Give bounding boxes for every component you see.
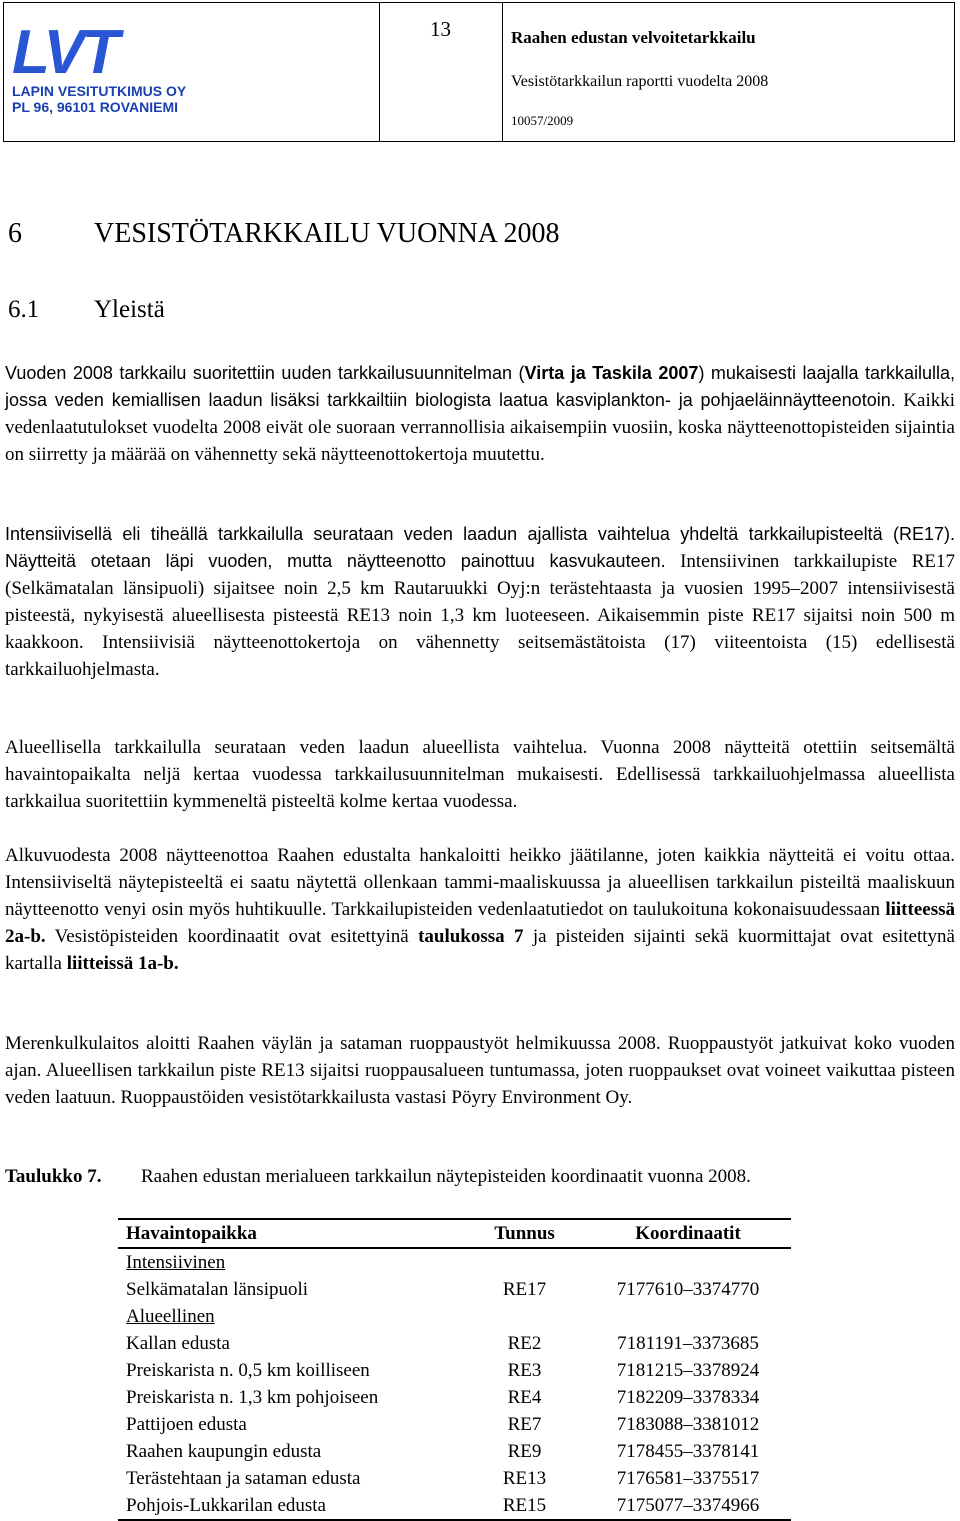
group-label-regional: Alueellinen — [126, 1306, 215, 1327]
p1-text-c: ) mukaisesti laajalla tarkkailulla, jossa veden kemiallisen laadun lisäksi tarkkailtiin biologista laatua kasviplankton- ja pohjaeläinnäytteenotoin. — [5, 363, 955, 410]
table-caption-text: Raahen edustan merialueen tarkkailun näytepisteiden koordinaatit vuonna 2008. — [141, 1166, 751, 1187]
cell-code: RE4 — [507, 1387, 542, 1408]
paragraph-intro — [5, 360, 955, 468]
p4-map-ref: liitteissä 1a-b. — [66, 953, 179, 974]
cell-coordinates: 7183088–3381012 — [616, 1414, 760, 1435]
col-header-coordinates: Koordinaatit — [635, 1223, 741, 1244]
header-title-cell — [503, 3, 954, 141]
cell-code: RE9 — [507, 1441, 542, 1462]
org-name: LAPIN VESITUTKIMUS OY — [12, 83, 187, 99]
page-number: 13 — [430, 17, 451, 41]
svg-text:LVT: LVT — [12, 21, 117, 77]
group-row-intensive — [118, 1248, 791, 1276]
cell-location: Preiskarista n. 0,5 km koilliseen — [126, 1360, 370, 1381]
cell-code: RE7 — [507, 1414, 542, 1435]
section-heading — [8, 218, 559, 250]
group-row-regional — [118, 1303, 791, 1330]
p4-appendix-ref: liitteessä 2a-b. — [5, 899, 955, 947]
table-row — [118, 1411, 791, 1438]
cell-location: Selkämatalan länsipuoli — [126, 1279, 309, 1300]
col-header-location: Havaintopaikka — [126, 1223, 257, 1244]
subsection-number: 6.1 — [8, 296, 40, 323]
report-subtitle: Vesistötarkkailun raportti vuodelta 2008 — [511, 73, 769, 90]
section-title: VESISTÖTARKKAILU VUONNA 2008 — [94, 218, 560, 249]
paragraph-intensive — [5, 521, 955, 683]
table-header-row — [118, 1219, 791, 1248]
p1-text-a: Vuoden 2008 tarkkailu suoritettiin uuden tarkkailusuunnitelman ( — [5, 363, 525, 383]
cell-coordinates: 7182209–3378334 — [616, 1387, 760, 1408]
p1-text-d: Kaikki vedenlaatutulokset vuodelta 2008 eivät ole suoraan verrannollisia aikaisempiin vuosiin, koska näytteenottopisteiden sijaintia on siirretty ja määrää on vähennetty sekä näytteenottokertoja muutettu. — [5, 390, 956, 465]
table-row — [118, 1357, 791, 1384]
table-row — [118, 1492, 791, 1520]
table-caption-label: Taulukko 7. — [5, 1166, 102, 1187]
cell-coordinates: 7177610–3374770 — [616, 1279, 760, 1300]
cell-location: Kallan edusta — [126, 1333, 230, 1354]
report-number: 10057/2009 — [511, 113, 574, 128]
page-header — [3, 2, 955, 142]
table-row — [118, 1438, 791, 1465]
table-row — [118, 1384, 791, 1411]
p2-text-a: Intensiivisellä eli tiheällä tarkkailulla seurataan veden laadun ajallista vaihtelua yhdeltä tarkkailupisteeltä (RE17). Näytteitä otetaan läpi vuoden, mutta näytteenotto painottuu kasvukauteen. — [5, 524, 955, 571]
cell-code: RE17 — [502, 1279, 547, 1300]
table-row — [118, 1330, 791, 1357]
paragraph-ice-conditions — [5, 842, 955, 977]
org-address — [12, 83, 186, 115]
table-row — [118, 1465, 791, 1492]
cell-location: Pohjois-Lukkarilan edusta — [126, 1495, 326, 1516]
cell-coordinates: 7176581–3375517 — [616, 1468, 760, 1489]
subsection-heading — [8, 296, 165, 324]
cell-coordinates: 7175077–3374966 — [616, 1495, 760, 1516]
cell-location: Terästehtaan ja sataman edusta — [126, 1468, 361, 1489]
p4-text-a: Alkuvuodesta 2008 näytteenottoa Raahen edustalta hankaloitti heikko jäätilanne, joten kaikkia näytteitä ei voitu ottaa. Intensiiviseltä näytepisteeltä ei saatu näytettä ollenkaan tammi-maaliskuussa ja alueellisen tarkkailun pisteiltä maaliskuun näytteenotto venyi osin myös huhtikuulle. Tarkkailupisteiden vedenlaatutiedot on taulukoituna kokonaisuudessaan — [5, 845, 955, 920]
cell-coordinates: 7181191–3373685 — [617, 1333, 759, 1354]
section-number: 6 — [8, 218, 22, 249]
p4-table-ref: taulukossa 7 — [418, 926, 524, 947]
cell-code: RE15 — [502, 1495, 547, 1516]
cell-location: Pattijoen edusta — [126, 1414, 247, 1435]
group-label-intensive: Intensiivinen — [126, 1252, 226, 1273]
cell-coordinates: 7178455–3378141 — [616, 1441, 760, 1462]
cell-code: RE3 — [507, 1360, 542, 1381]
subsection-title: Yleistä — [94, 296, 165, 323]
coordinates-table — [118, 1218, 791, 1521]
p1-reference: Virta ja Taskila 2007 — [524, 363, 699, 383]
cell-coordinates: 7181215–3378924 — [616, 1360, 760, 1381]
col-header-code: Tunnus — [494, 1223, 555, 1244]
cell-location: Raahen kaupungin edusta — [126, 1441, 322, 1462]
paragraph-dredging: Merenkulkulaitos aloitti Raahen väylän ja sataman ruoppaustyöt helmikuussa 2008. Ruoppaustyöt jatkuivat koko vuoden ajan. Alueellisen tarkkailun piste RE13 sijaitsi ruoppausalueen tuntumassa, joten ruoppaukset ovat voineet vaikuttaa pisteen veden laatuun. Ruoppaustöiden vesistötarkkailusta vastasi Pöyry Environment Oy. — [5, 1033, 955, 1108]
table-row — [118, 1276, 791, 1303]
p2-text-b: Intensiivinen tarkkailupiste RE17 (Selkämatalan länsipuoli) sijaitsee noin 2,5 km Rautaruukki Oyj:n terästehtaasta ja vuosien 1995–2007 intensiivisestä pisteestä, nykyisestä alueellisesta pisteestä RE13 noin 1,3 km luoteeseen. Aikaisemmin piste RE17 sijaitsi noin 500 m kaakkoon. Intensiivisiä näytteenottokertoja on vähennetty seitsemästätoista (17) viiteentoista (15) edellisestä tarkkailuohjelmasta. — [5, 551, 955, 680]
cell-code: RE2 — [507, 1333, 542, 1354]
header-org-cell — [4, 3, 380, 141]
p4-text-e: ja pisteiden sijainti sekä kuormittajat ovat esitettynä kartalla — [5, 926, 955, 974]
cell-code: RE13 — [502, 1468, 547, 1489]
lvt-logo-icon — [12, 21, 152, 77]
header-page-cell — [379, 3, 503, 141]
p4-text-c: Vesistöpisteiden koordinaatit ovat esitettyinä — [45, 926, 419, 947]
org-po-box: PL 96, 96101 ROVANIEMI — [12, 99, 178, 115]
paragraph-regional: Alueellisella tarkkailulla seurataan veden laadun alueellista vaihtelua. Vuonna 2008 näytteitä otettiin seitsemältä havaintopaikalta neljä kertaa vuodessa tarkkailusuunnitelman mukaisesti. Edellisessä tarkkailuohjelmassa alueellista tarkkailua suoritettiin kymmeneltä pisteeltä kolme kertaa vuodessa. — [5, 737, 955, 812]
report-title: Raahen edustan velvoitetarkkailu — [511, 28, 756, 47]
table-caption — [5, 1166, 751, 1188]
cell-location: Preiskarista n. 1,3 km pohjoiseen — [126, 1387, 379, 1408]
